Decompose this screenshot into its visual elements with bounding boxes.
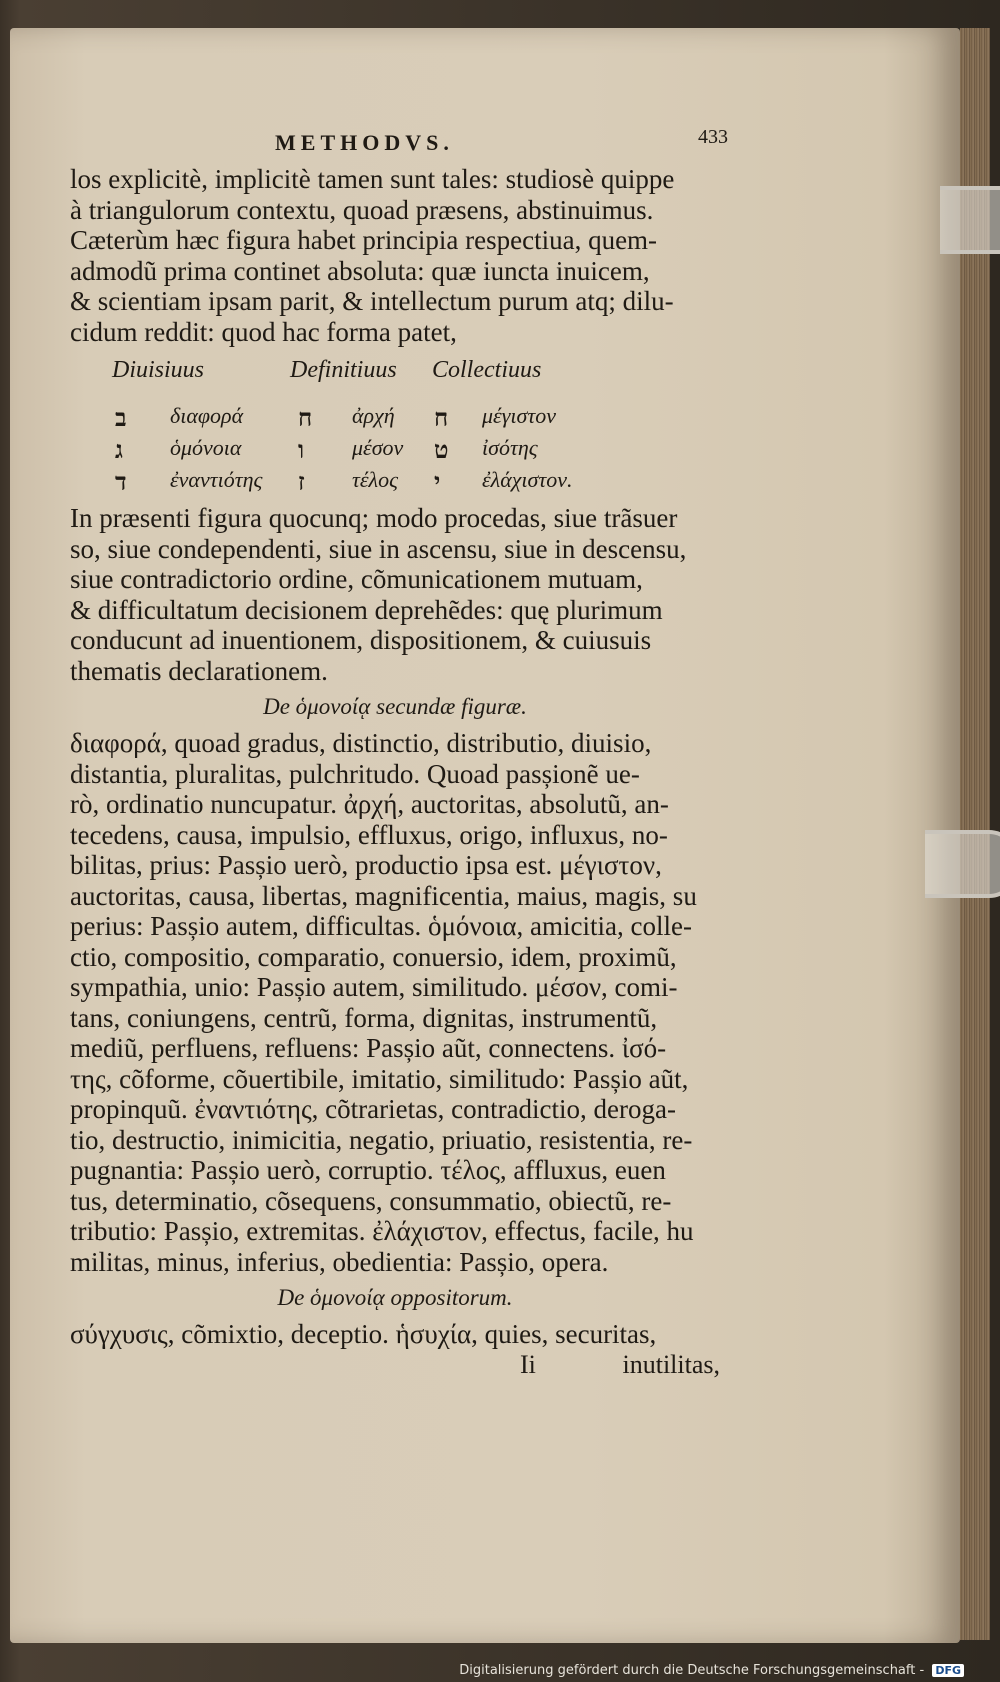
text-line: conducunt ad inuentionem, dispositionem, & cuiusuis xyxy=(70,625,652,655)
page-header xyxy=(70,126,728,164)
text-line: los explicitè, implicitè tamen sunt tales: studiosè quippe xyxy=(70,164,675,194)
figure-paragraph xyxy=(70,503,720,686)
table-row xyxy=(70,403,720,433)
text-line: cidum reddit: quod hac forma patet, xyxy=(70,316,457,347)
table-header: Collectiuus xyxy=(432,357,542,383)
running-title: METHODVS. xyxy=(275,130,454,155)
text-line: tecedens, causa, impulsio, effluxus, origo, influxus, no- xyxy=(70,819,668,850)
text-line: & scientiam ipsam parit, & intellectum purum atq; dilu- xyxy=(70,286,674,316)
letter-table xyxy=(70,403,720,503)
table-cell: י xyxy=(434,467,441,496)
table-row xyxy=(70,435,720,465)
text-line: tans, coniungens, centrũ, forma, dignitas, instrumentũ, xyxy=(70,1002,658,1033)
text-line: bilitas, prius: Pasșio uerò, productio ipsa est. μέγιστον, xyxy=(70,850,662,880)
text-line: propinquũ. ἐναντιότης, cõtrarietas, contradictio, deroga- xyxy=(70,1094,676,1124)
section-paragraph xyxy=(70,728,720,1277)
signature-mark: Ii xyxy=(520,1349,536,1379)
text-line: tio, destructio, inimicitia, negatio, priuatio, resistentia, re- xyxy=(70,1124,693,1155)
table-header: Diuisiuus xyxy=(112,357,205,383)
text-line: pugnantia: Pasșio uerò, corruptio. τέλος, affluxus, euen xyxy=(70,1155,666,1185)
text-line: so, siue condependenti, siue in ascensu, siue in descensu, xyxy=(70,533,687,564)
table-cell: ז xyxy=(298,467,305,496)
text-line: tributio: Pasșio, extremitas. ἐλάχιστον, effectus, facile, hu xyxy=(70,1216,694,1246)
text-line: σύγχυσις, cõmixtio, deceptio. ἡσυχία, quies, securitas, xyxy=(70,1319,657,1349)
text-line: tus, determinatio, cõsequens, consummatio, obiectũ, re- xyxy=(70,1185,672,1216)
table-cell: ד xyxy=(115,467,127,496)
table-cell: ἐναντιότης xyxy=(170,467,263,492)
section-paragraph xyxy=(70,1319,720,1350)
table-cell: διαφορά xyxy=(170,403,244,428)
table-cell: ὁμόνοια xyxy=(170,435,242,460)
intro-paragraph xyxy=(70,164,720,347)
text-line: admodũ prima continet absoluta: quæ iuncta inuicem, xyxy=(70,255,650,286)
page-number: 433 xyxy=(698,126,728,148)
text-line: siue contradictorio ordine, cõmunicationem mutuam, xyxy=(70,564,643,594)
table-cell: ἀρχή xyxy=(352,403,395,428)
table-cell: ט xyxy=(434,435,449,464)
catchword: inutilitas, xyxy=(622,1349,720,1379)
text-line: distantia, pluralitas, pulchritudo. Quoad pasșionẽ ue- xyxy=(70,758,640,789)
table-header: Definitiuus xyxy=(290,357,397,383)
table-cell: ג xyxy=(115,435,123,464)
table-row xyxy=(70,467,720,497)
text-line: ctio, compositio, comparatio, conuersio, idem, proximũ, xyxy=(70,941,677,972)
page-clip-top xyxy=(940,186,1000,254)
table-cell: ח xyxy=(298,403,313,432)
text-line: sympathia, unio: Pasșio autem, similitudo. μέσον, comi- xyxy=(70,972,678,1002)
dfg-logo-icon: DFG xyxy=(932,1664,964,1677)
table-cell: ἐλάχιστον. xyxy=(482,467,573,492)
page-text xyxy=(70,126,728,1384)
text-line: της, cõforme, cõuertibile, imitatio, similitudo: Pasșio aũt, xyxy=(70,1063,689,1094)
table-cell: τέλος xyxy=(352,467,398,492)
watermark-text: Digitalisierung gefördert durch die Deutsche Forschungsgemeinschaft - xyxy=(459,1663,925,1678)
text-line: & difficultatum decisionem deprehẽdes: quę plurimum xyxy=(70,594,663,625)
text-line: auctoritas, causa, libertas, magnificentia, maius, magis, su xyxy=(70,880,697,911)
table-cell: ב xyxy=(115,403,127,432)
text-line: militas, minus, inferius, obedientia: Pasșio, opera. xyxy=(70,1246,609,1277)
table-cell: ח xyxy=(434,403,449,432)
text-line: rò, ordinatio nuncupatur. ἀρχή, auctoritas, absolutũ, an- xyxy=(70,789,669,819)
text-line: perius: Pasșio autem, difficultas. ὁμόνοια, amicitia, colle- xyxy=(70,911,692,941)
table-headers xyxy=(70,353,720,393)
table-cell: μέσον xyxy=(352,435,404,460)
text-line: Cæterùm hæc figura habet principia respectiua, quem- xyxy=(70,225,658,255)
digitization-watermark xyxy=(459,1663,964,1678)
section-heading: De ὁμονοίᾳ secundæ figuræ. xyxy=(263,694,527,719)
text-line: thematis declarationem. xyxy=(70,655,328,686)
text-line: διαφορά, quoad gradus, distinctio, distributio, diuisio, xyxy=(70,728,652,758)
text-line: In præsenti figura quocunq; modo procedas, siue trãsuer xyxy=(70,503,678,533)
text-line: à triangulorum contextu, quoad præsens, abstinuimus. xyxy=(70,194,654,225)
table-cell: ו xyxy=(298,435,305,464)
section-heading: De ὁμονοίᾳ oppositorum. xyxy=(277,1285,513,1310)
page-footer xyxy=(70,1350,720,1384)
table-cell: ἰσότης xyxy=(482,435,538,460)
table-cell: μέγιστον xyxy=(482,403,556,428)
text-line: mediũ, perfluens, refluens: Pasșio aũt, connectens. ἰσό- xyxy=(70,1033,667,1063)
page-clip-bottom xyxy=(925,830,1000,898)
